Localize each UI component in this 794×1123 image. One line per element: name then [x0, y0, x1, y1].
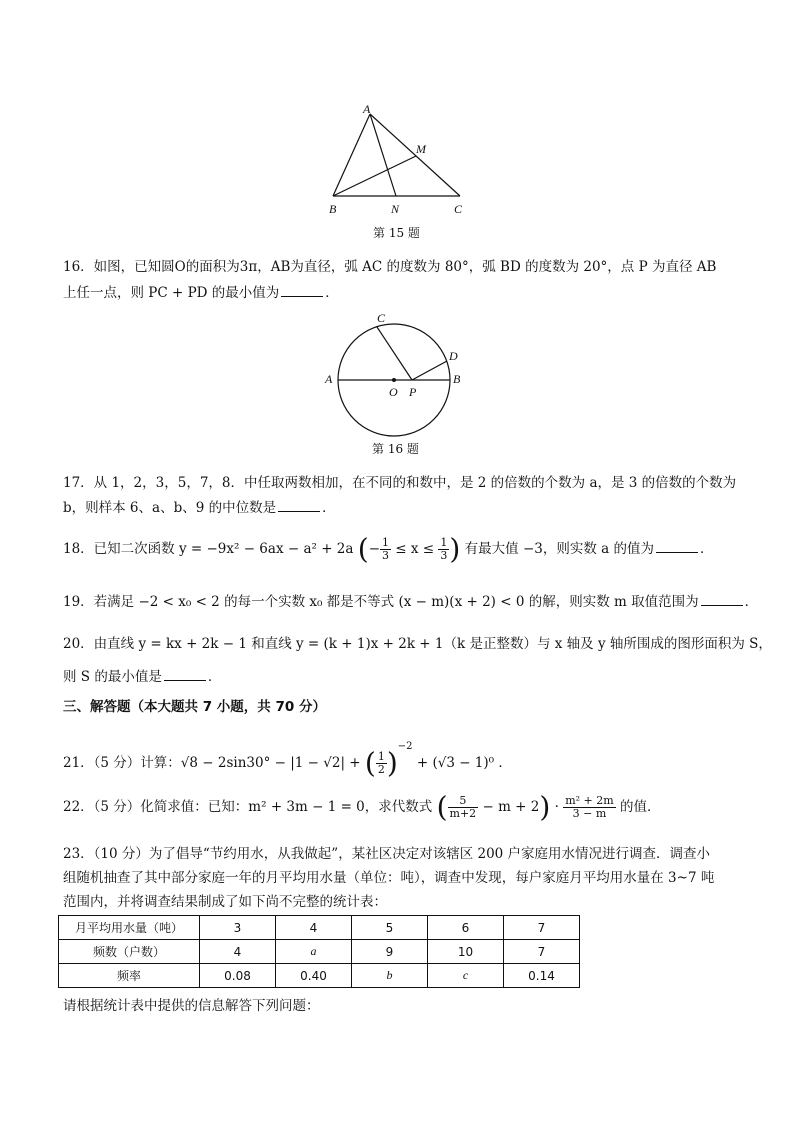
table-cell: 月平均用水量（吨） — [59, 916, 200, 940]
q18-mid: ≤ x ≤ — [395, 541, 435, 557]
q17-line2 — [63, 498, 336, 518]
table-row — [59, 916, 580, 940]
q17-end: ． — [322, 500, 336, 516]
label-b: B — [453, 372, 461, 386]
q23-line1: 23．（10 分）为了倡导“节约用水，从我做起”，某社区决定对该辖区 200 户家庭用水情况进行调查．调查小 — [63, 846, 711, 862]
table-cell: 7 — [504, 916, 580, 940]
side-ab — [333, 114, 370, 196]
q18-text-b: 有最大值 −3，则实数 a 的值为 — [464, 541, 654, 557]
q19-line — [63, 592, 758, 612]
q23-line2: 组随机抽查了其中部分家庭一年的月平均用水量（单位：吨），调查中发现，每户家庭月平均用水量在 3~7 吨 — [63, 870, 715, 886]
q16-end: ． — [325, 285, 339, 301]
table-cell: 频数（户数） — [59, 940, 200, 964]
q22-text-a: 22．（5 分）化简求值：已知：m² + 3m − 1 = 0，求代数式 — [63, 799, 433, 815]
answer-blank — [278, 499, 320, 512]
q16-line2 — [63, 283, 339, 303]
table-cell: 6 — [428, 916, 504, 940]
q18-minus: − — [368, 541, 380, 557]
triangle-figure — [320, 98, 480, 218]
label-m: M — [416, 142, 426, 156]
q20-line2 — [63, 667, 221, 687]
table-cell: 4 — [200, 940, 276, 964]
paren-right: ) — [386, 746, 398, 780]
q19-end: ． — [744, 594, 759, 610]
fraction-one-half: $\frac{1}{2}$ — [377, 750, 385, 776]
paren-left: ( — [436, 790, 448, 824]
q22-line — [63, 788, 660, 828]
statistics-table — [58, 915, 580, 988]
label-c: C — [454, 202, 463, 216]
label-n: N — [391, 202, 400, 216]
table-row — [59, 940, 580, 964]
q20-line1: 20．由直线 y = kx + 2k − 1 和直线 y = (k + 1)x + 2k + 1（k 是正整数）与 x 轴及 y 轴所围成的图形面积为 S， — [63, 636, 772, 652]
label-p: P — [409, 385, 417, 399]
label-b: B — [329, 202, 337, 216]
table-cell: 0.14 — [504, 964, 580, 988]
fraction-one-third: $\frac{1}{3}$ — [382, 536, 389, 562]
table-cell: a — [276, 940, 352, 964]
answer-blank — [164, 668, 206, 681]
q20-text: 则 S 的最小值是 — [63, 669, 162, 685]
table-cell: 0.40 — [276, 964, 352, 988]
label-d: D — [449, 349, 458, 363]
q17-text: b，则样本 6、a、b、9 的中位数是 — [63, 500, 277, 516]
q22-text-b: 的值． — [619, 799, 661, 815]
segment-pc — [377, 327, 412, 380]
label-a: A — [325, 372, 333, 386]
q18-end: ． — [699, 541, 714, 557]
paren-left: ( — [357, 532, 369, 566]
segment-bm — [333, 156, 416, 196]
label-c: C — [377, 311, 386, 325]
table-cell: 10 — [428, 940, 504, 964]
q23-line3: 范围内，并将调查结果制成了如下尚不完整的统计表： — [63, 894, 387, 910]
label-a: A — [363, 102, 371, 116]
answer-blank — [656, 540, 698, 553]
exponent: −2 — [397, 741, 413, 752]
table-cell: 5 — [352, 916, 428, 940]
table-cell: 9 — [352, 940, 428, 964]
center-point — [392, 378, 396, 382]
q18-line — [63, 532, 713, 566]
paren-right: ) — [449, 532, 461, 566]
paren-left: ( — [364, 746, 376, 780]
q22-dot: · — [554, 799, 559, 815]
table-cell: 7 — [504, 940, 580, 964]
table-row — [59, 964, 580, 988]
q18-text-a: 18．已知二次函数 y = −9x² − 6ax − a² + 2a — [63, 541, 354, 557]
q16-line1: 16．如图，已知圆O的面积为3π，AB为直径，弧 AC 的度数为 80°，弧 BD 的度数为 20°，点 P 为直径 AB — [63, 259, 717, 275]
table-cell: 4 — [276, 916, 352, 940]
table-cell: 0.08 — [200, 964, 276, 988]
fraction-five: $\frac{5}{m+2}$ — [449, 794, 477, 820]
q21-text-a: 21．（5 分）计算：√8 − 2sin30° − |1 − √2| + — [63, 755, 361, 771]
section-heading: 三、解答题（本大题共 7 小题，共 70 分） — [63, 699, 326, 715]
q23-after-table: 请根据统计表中提供的信息解答下列问题： — [63, 998, 320, 1014]
table-cell: 3 — [200, 916, 276, 940]
figure-16-caption: 第 16 题 — [372, 442, 419, 456]
q17-line1: 17．从 1，2，3，5，7，8．中任取两数相加，在不同的和数中，是 2 的倍数的个数为 a，是 3 的倍数的个数为 — [63, 475, 737, 491]
table-cell: c — [428, 964, 504, 988]
circle-figure — [330, 312, 460, 447]
q20-end: ． — [207, 669, 222, 685]
q22-mid: − m + 2 — [482, 799, 540, 815]
answer-blank — [701, 593, 743, 606]
fraction-expression: $\frac{\text{m² + 2m}}{3 - m}$ — [565, 794, 614, 820]
q21-line — [63, 730, 512, 780]
q21-text-b: + (√3 − 1)⁰ ． — [416, 755, 512, 771]
figure-15-caption: 第 15 题 — [373, 226, 420, 240]
table-cell: b — [352, 964, 428, 988]
q19-text: 19．若满足 −2 < x₀ < 2 的每一个实数 x₀ 都是不等式 (x − m)(x + 2) < 0 的解，则实数 m 取值范围为 — [63, 594, 699, 610]
fraction-one-third: $\frac{1}{3}$ — [440, 536, 448, 562]
paren-right: ) — [539, 790, 551, 824]
q16-text: 上任一点，则 PC + PD 的最小值为 — [63, 285, 280, 301]
label-o: O — [389, 385, 398, 399]
table-cell: 频率 — [59, 964, 200, 988]
answer-blank — [281, 284, 323, 297]
segment-pd — [412, 361, 447, 380]
